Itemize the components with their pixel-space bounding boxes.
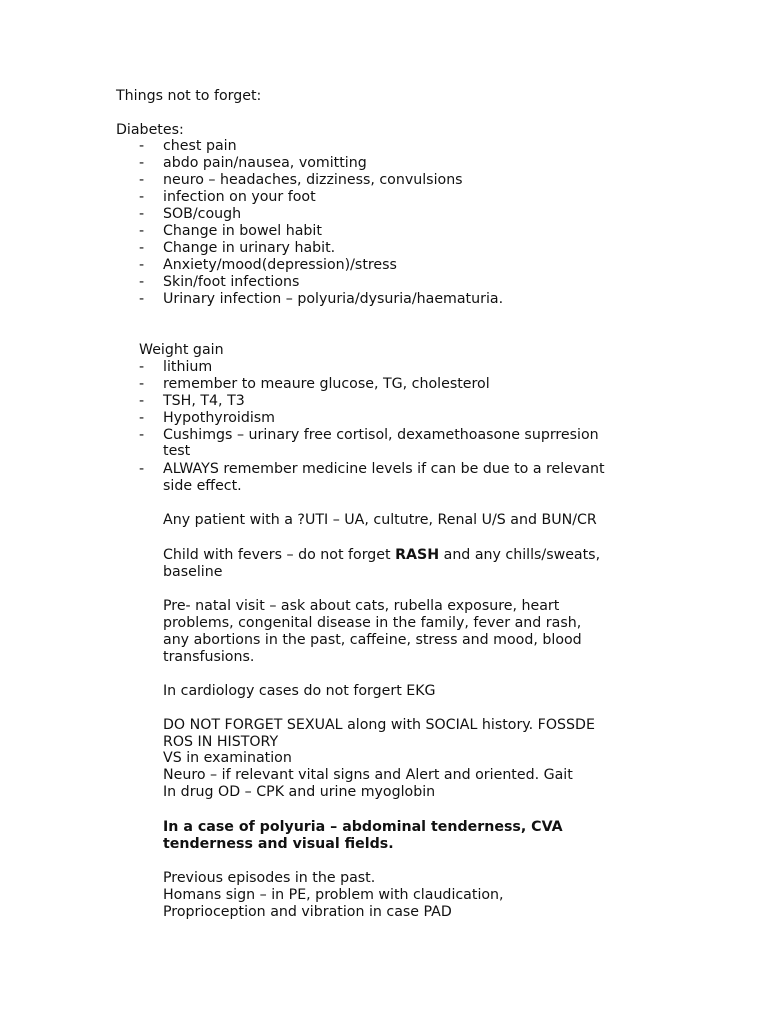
diabetes-item: Change in urinary habit. (163, 240, 336, 256)
social-history-line: DO NOT FORGET SEXUAL along with SOCIAL history. FOSSDE (163, 717, 595, 733)
previous-episodes-line: Previous episodes in the past. (163, 870, 376, 886)
previous-episodes-line: Proprioception and vibration in case PAD (163, 904, 452, 920)
child-fevers-text-end: and any chills/sweats, (439, 547, 601, 563)
diabetes-item: SOB/cough (163, 206, 242, 222)
bullet-dash: - (139, 461, 145, 477)
bullet-dash: - (139, 291, 145, 307)
weight-gain-item-continued: test (163, 443, 191, 459)
weight-gain-item: lithium (163, 359, 213, 375)
bullet-dash: - (139, 138, 145, 154)
child-fevers-text: Child with fevers – do not forget (163, 547, 396, 563)
bullet-dash: - (139, 172, 145, 188)
diabetes-item: Anxiety/mood(depression)/stress (163, 257, 397, 273)
diabetes-item: neuro – headaches, dizziness, convulsions (163, 172, 463, 188)
bullet-dash: - (139, 257, 145, 273)
uti-note: Any patient with a ?UTI – UA, cultutre, Renal U/S and BUN/CR (163, 512, 597, 528)
diabetes-item: Change in bowel habit (163, 223, 322, 239)
social-history-line: VS in examination (163, 750, 292, 766)
prenatal-note-line: problems, congenital disease in the family, fever and rash, (163, 615, 582, 631)
weight-gain-item: TSH, T4, T3 (163, 393, 245, 409)
weight-gain-item: Cushimgs – urinary free cortisol, dexamethoasone suprresion (163, 427, 599, 443)
prenatal-note-line: any abortions in the past, caffeine, stress and mood, blood (163, 632, 582, 648)
bullet-dash: - (139, 274, 145, 290)
diabetes-item: Skin/foot infections (163, 274, 300, 290)
document-title: Things not to forget: (116, 88, 262, 104)
cardiology-note: In cardiology cases do not forgert EKG (163, 683, 436, 699)
social-history-line: ROS IN HISTORY (163, 734, 279, 750)
bullet-dash: - (139, 376, 145, 392)
previous-episodes-line: Homans sign – in PE, problem with claudication, (163, 887, 504, 903)
social-history-line: In drug OD – CPK and urine myoglobin (163, 784, 436, 800)
diabetes-item: abdo pain/nausea, vomitting (163, 155, 367, 171)
rash-emphasis: RASH (395, 547, 440, 563)
bullet-dash: - (139, 223, 145, 239)
polyuria-note-line: tenderness and visual fields. (163, 836, 394, 852)
bullet-dash: - (139, 410, 145, 426)
prenatal-note-line: transfusions. (163, 649, 255, 665)
weight-gain-item: ALWAYS remember medicine levels if can be due to a relevant (163, 461, 605, 477)
weight-gain-item: Hypothyroidism (163, 410, 276, 426)
diabetes-item: chest pain (163, 138, 237, 154)
child-fevers-note-continued: baseline (163, 564, 223, 580)
weight-gain-item-continued: side effect. (163, 478, 242, 494)
bullet-dash: - (139, 189, 145, 205)
weight-gain-heading: Weight gain (139, 342, 224, 358)
bullet-dash: - (139, 155, 145, 171)
bullet-dash: - (139, 206, 145, 222)
diabetes-heading: Diabetes: (116, 122, 184, 138)
bullet-dash: - (139, 359, 145, 375)
bullet-dash: - (139, 240, 145, 256)
diabetes-item: Urinary infection – polyuria/dysuria/haematuria. (163, 291, 504, 307)
social-history-line: Neuro – if relevant vital signs and Alert and oriented. Gait (163, 767, 573, 783)
diabetes-item: infection on your foot (163, 189, 316, 205)
bullet-dash: - (139, 393, 145, 409)
bullet-dash: - (139, 427, 145, 443)
polyuria-note-line: In a case of polyuria – abdominal tenderness, CVA (163, 819, 563, 835)
prenatal-note-line: Pre- natal visit – ask about cats, rubella exposure, heart (163, 598, 560, 614)
weight-gain-item: remember to meaure glucose, TG, cholesterol (163, 376, 490, 392)
child-fevers-note (163, 547, 600, 564)
